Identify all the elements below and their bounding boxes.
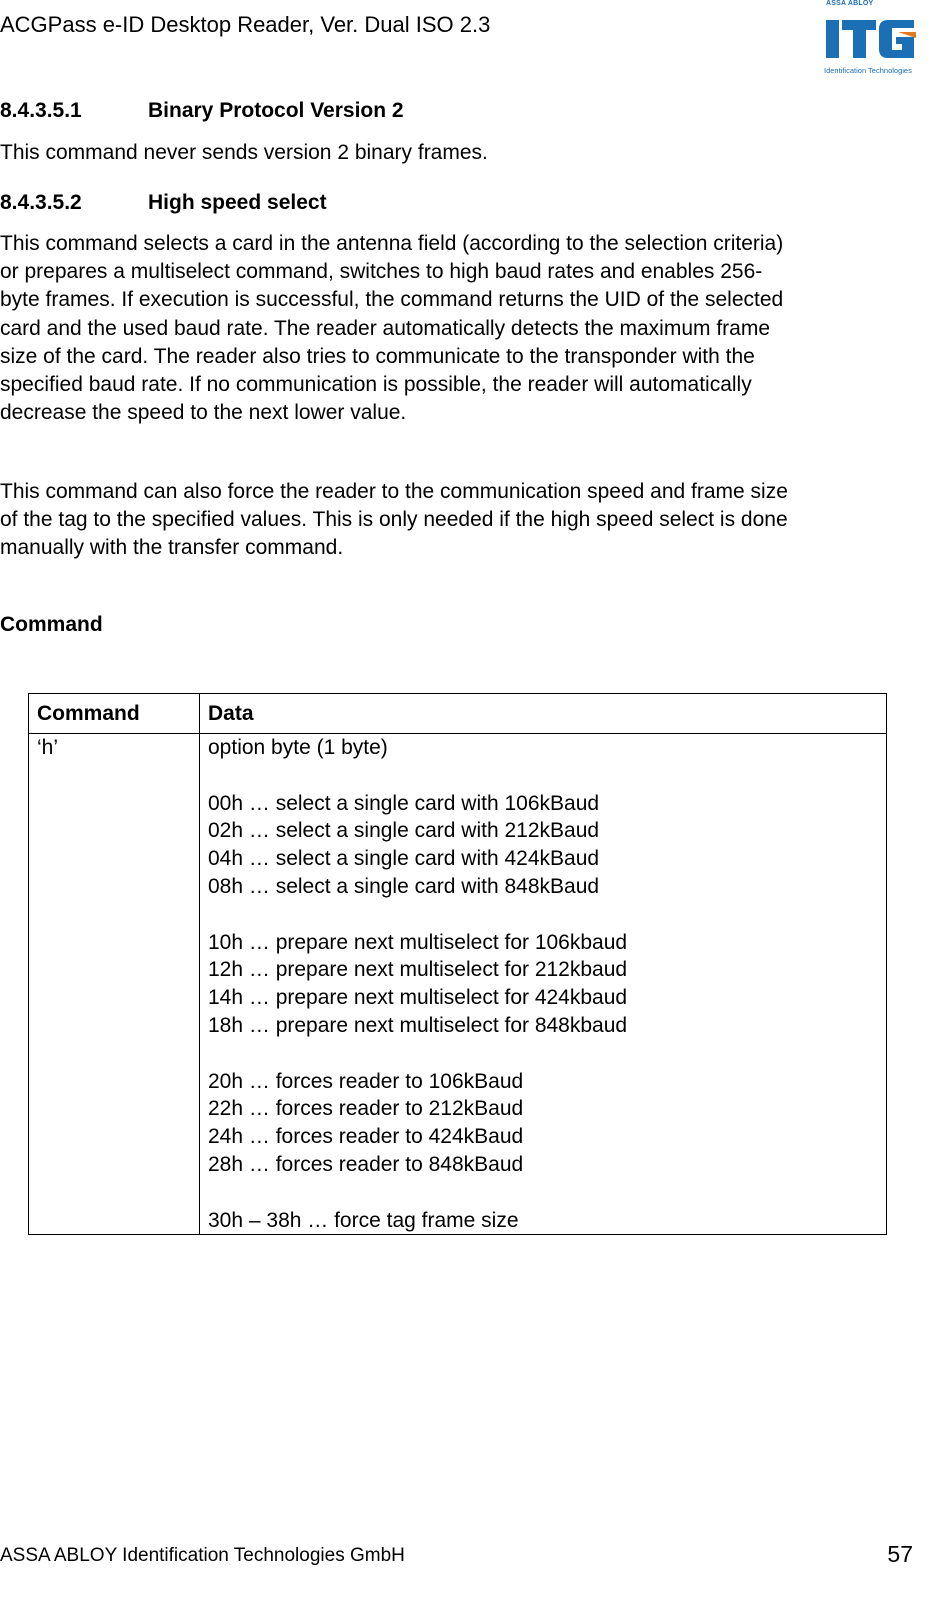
page-number: 57 bbox=[887, 1541, 913, 1567]
section-heading-high-speed-select bbox=[0, 191, 327, 215]
table-header-row bbox=[29, 694, 887, 734]
option-line: 02h … select a single card with 212kBaud bbox=[208, 819, 600, 843]
section-title: Binary Protocol Version 2 bbox=[148, 99, 404, 122]
data-intro: option byte (1 byte) bbox=[208, 736, 388, 759]
paragraph-line: This command selects a card in the antenna field (according to the selection criteria) bbox=[0, 232, 784, 255]
command-cell: ‘h’ bbox=[29, 734, 200, 1235]
paragraph-line: byte frames. If execution is successful, the command returns the UID of the selected bbox=[0, 288, 784, 312]
section-number: 8.4.3.5.1 bbox=[0, 99, 82, 122]
paragraph-high-speed-description bbox=[0, 230, 915, 427]
option-line: 30h – 38h … force tag frame size bbox=[208, 1208, 519, 1232]
logo-sub-text: Identification Technologies bbox=[824, 66, 912, 75]
option-line: 10h … prepare next multiselect for 106kbaud bbox=[208, 930, 628, 954]
option-line: 28h … forces reader to 848kBaud bbox=[208, 1152, 524, 1176]
option-line: 18h … prepare next multiselect for 848kbaud bbox=[208, 1013, 628, 1037]
paragraph-line: This command can also force the reader to the communication speed and frame size bbox=[0, 480, 788, 503]
option-line: 08h … select a single card with 848kBaud bbox=[208, 874, 600, 898]
option-line: 24h … forces reader to 424kBaud bbox=[208, 1125, 524, 1149]
paragraph-line: of the tag to the specified values. This is only needed if the high speed select is done bbox=[0, 508, 788, 532]
section-number: 8.4.3.5.2 bbox=[0, 191, 82, 214]
option-line: 20h … forces reader to 106kBaud bbox=[208, 1069, 524, 1093]
itg-logo-icon bbox=[824, 12, 916, 62]
section-heading-binary-protocol bbox=[0, 99, 404, 123]
column-header-data: Data bbox=[200, 694, 887, 734]
section-title: High speed select bbox=[148, 191, 327, 214]
paragraph-line: manually with the transfer command. bbox=[0, 536, 344, 560]
paragraph-line: decrease the speed to the next lower value. bbox=[0, 401, 407, 425]
option-line: 14h … prepare next multiselect for 424kbaud bbox=[208, 986, 628, 1010]
table-row bbox=[29, 734, 887, 1235]
paragraph-line: size of the card. The reader also tries to communicate to the transponder with the bbox=[0, 344, 755, 368]
option-line: 12h … prepare next multiselect for 212kbaud bbox=[208, 958, 628, 982]
paragraph-line: card and the used baud rate. The reader automatically detects the maximum frame bbox=[0, 316, 771, 340]
footer-company: ASSA ABLOY Identification Technologies GmbH bbox=[0, 1545, 405, 1566]
paragraph-line: specified baud rate. If no communication is possible, the reader will automatically bbox=[0, 373, 752, 397]
command-table bbox=[28, 693, 887, 1235]
itg-logo bbox=[824, 0, 919, 80]
data-cell bbox=[200, 734, 887, 1235]
logo-top-text: ASSA ABLOY bbox=[826, 0, 874, 7]
document-header-title: ACGPass e-ID Desktop Reader, Ver. Dual ISO 2.3 bbox=[0, 12, 491, 37]
paragraph-force-speed bbox=[0, 478, 915, 563]
option-line: 04h … select a single card with 424kBaud bbox=[208, 847, 600, 871]
paragraph-line: or prepares a multiselect command, switches to high baud rates and enables 256- bbox=[0, 260, 763, 284]
option-line: 22h … forces reader to 212kBaud bbox=[208, 1097, 524, 1121]
option-line: 00h … select a single card with 106kBaud bbox=[208, 791, 600, 815]
column-header-command: Command bbox=[29, 694, 200, 734]
command-heading: Command bbox=[0, 613, 103, 636]
section-body-binary-protocol: This command never sends version 2 binary frames. bbox=[0, 141, 488, 164]
